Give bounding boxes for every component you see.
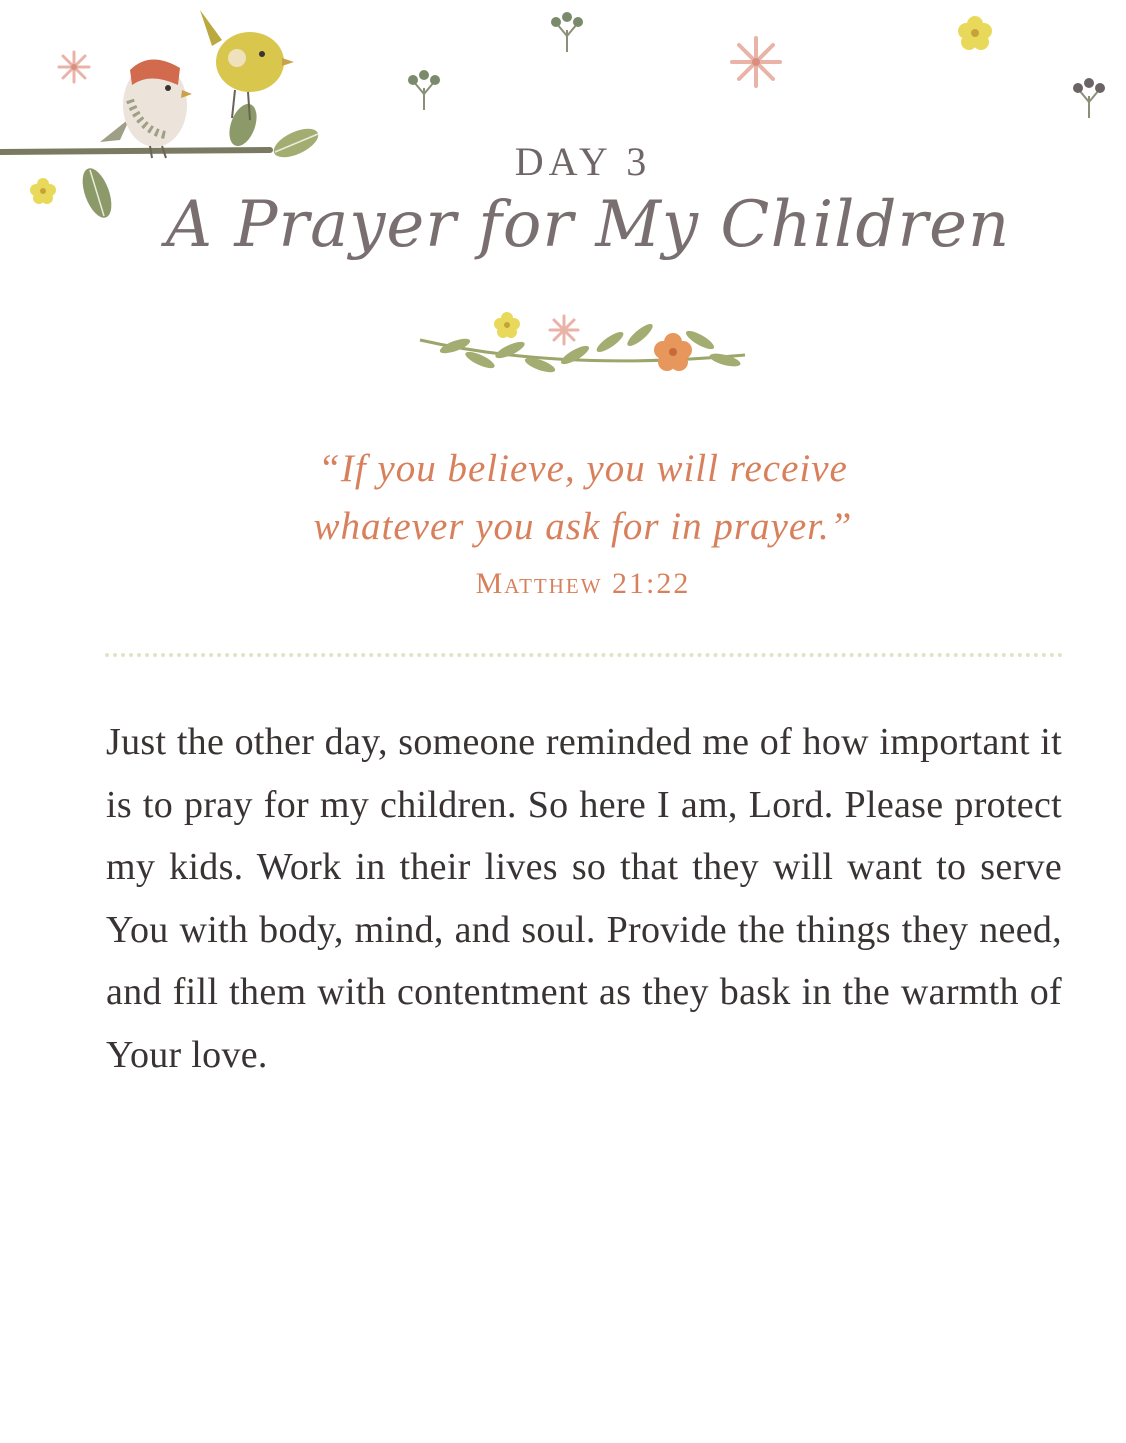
yellow-flower-icon: [958, 16, 992, 50]
bird-right-illustration: [200, 10, 294, 120]
floral-garland-illustration: [420, 312, 745, 375]
berry-sprig-icon: [1073, 78, 1105, 118]
quote-line: “If you believe, you will receive: [318, 447, 848, 490]
scripture-quote: [0, 440, 1126, 556]
prayer-text: Just the other day, someone reminded me of how important it is to pray for my children. So here I am, Lord. Please protect my kids. Work in their lives so that they will want to serve You with body, mind, and soul. Provide the things they need, and fill them with contentment as they bask in the warmth of Your love.: [106, 721, 1062, 1076]
pink-flower-icon: [59, 52, 89, 82]
berry-sprig-icon: [408, 70, 440, 110]
page-title: A Prayer for My Children: [165, 188, 1011, 262]
day-label: DAY 3: [514, 139, 652, 184]
quote-line: whatever you ask for in prayer.”: [313, 505, 853, 548]
berry-sprig-icon: [551, 12, 583, 52]
scripture-reference: Matthew 21:22: [475, 567, 691, 600]
dotted-divider: [105, 653, 1063, 657]
pink-flower-icon: [732, 38, 780, 86]
